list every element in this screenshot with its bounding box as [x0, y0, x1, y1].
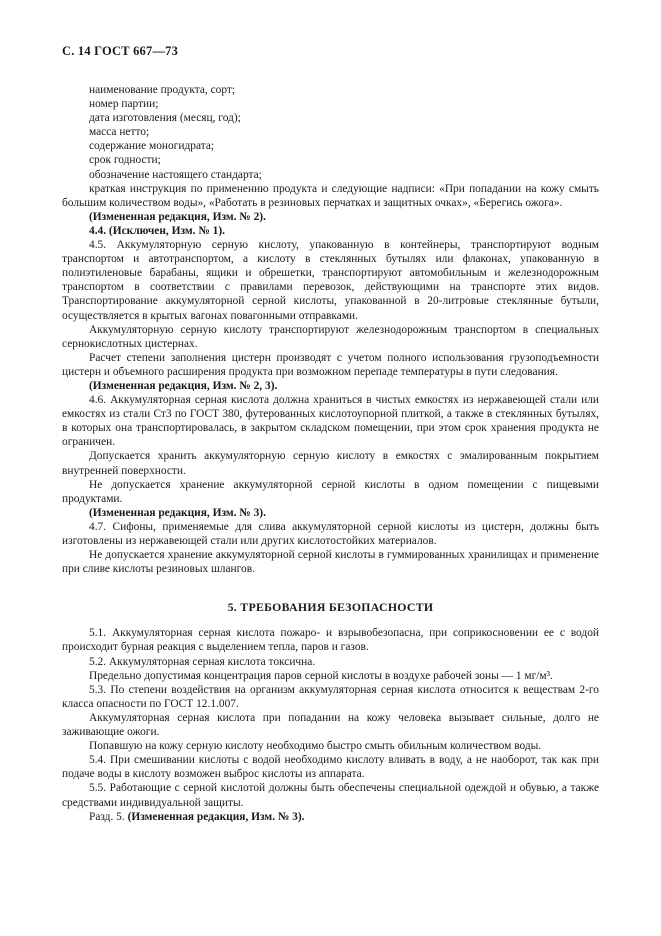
clause-4-7: 4.7. Сифоны, применяемые для слива аккумуляторной серной кислоты из цистерн, должны быть изготовлены из нержавеющей стали или других кислотостойких материалов. [62, 520, 599, 547]
paragraph: Попавшую на кожу серную кислоту необходимо быстро смыть обильным количеством воды. [89, 740, 542, 753]
paragraph: Аккумуляторная серная кислота при попадании на кожу человека вызывает сильные, долго не заживающие ожоги. [62, 711, 599, 739]
clause-4-4: 4.4. (Исключен, Изм. № 1). [89, 224, 225, 237]
edition-note: (Измененная редакция, Изм. № 3). [127, 810, 305, 823]
list-item: дата изготовления (месяц, год); [89, 112, 241, 125]
document-body [62, 83, 599, 824]
clause-5-2: 5.2. Аккумуляторная серная кислота токсична. [89, 655, 316, 668]
list-item: содержание моногидрата; [89, 140, 215, 153]
list-item: номер партии; [89, 98, 159, 111]
clause-5-4: 5.4. При смешивании кислоты с водой необходимо кислоту вливать в воду, а не наоборот, так как при подаче воды в кислоту возможен выброс кислоты из аппарата. [62, 754, 599, 781]
edition-note: (Измененная редакция, Изм. № 3). [89, 506, 266, 519]
section-edition-note [62, 810, 599, 824]
paragraph: Предельно допустимая концентрация паров серной кислоты в воздухе рабочей зоны — 1 мг/м³. [89, 669, 553, 682]
clause-5-3: 5.3. По степени воздействия на организм аккумуляторная серная кислота относится к веществам 2-го класса опасности по ГОСТ 12.1.007. [62, 683, 599, 710]
list-item: краткая инструкция по применению продукта и следующие надписи: «При попадании на кожу смыть большим количеством воды», «Работать в резиновых перчатках и защитных очках», «Берегись ожога». [62, 182, 599, 209]
clause-5-5: 5.5. Работающие с серной кислотой должны быть обеспечены специальной одеждой и обувью, а также средствами индивидуальной защиты. [62, 782, 599, 809]
clause-5-1: 5.1. Аккумуляторная серная кислота пожаро- и взрывобезопасна, при соприкосновении ее с водой происходит бурная реакция с выделением тепла, паров и газов. [62, 627, 599, 654]
paragraph: Расчет степени заполнения цистерн производят с учетом полного использования грузоподъемности цистерн и объемного расширения продукта при возможном перепаде температуры в пути следования. [62, 351, 599, 378]
paragraph: Не допускается хранение аккумуляторной серной кислоты в одном помещении с пищевыми продуктами. [62, 478, 599, 505]
clause-4-5: 4.5. Аккумуляторную серную кислоту, упакованную в контейнеры, транспортируют водным транспортом и автотранспортом, а кислоту в стеклянных бутылях или флаконах, упакованную в полиэтиленовые барабаны, ящики и обрешетки, транспортируют автомобильным и железнодорожным транспортом в соответствии с правилами перевозок, действующими на транспорте этих видов. Транспортирование аккумуляторной серной кислоты, упакованной в 20-литровые стеклянные бутыли, осуществляется в крытых вагонах повагонными отправками. [62, 239, 599, 322]
page-header: С. 14 ГОСТ 667—73 [62, 44, 179, 58]
list-item: масса нетто; [89, 126, 150, 139]
paragraph: Аккумуляторную серную кислоту транспортируют железнодорожным транспортом в специальных сернокислотных цистернах. [62, 323, 599, 350]
edition-note: (Измененная редакция, Изм. № 2, 3). [89, 379, 278, 392]
section-ref: Разд. 5. [89, 810, 125, 823]
paragraph: Не допускается хранение аккумуляторной серной кислоты в гуммированных хранилищах и применение при сливе кислоты резиновых шлангов. [62, 549, 599, 576]
list-item: обозначение настоящего стандарта; [89, 168, 262, 181]
edition-note: (Измененная редакция, Изм. № 2). [89, 210, 266, 223]
section-title: 5. ТРЕБОВАНИЯ БЕЗОПАСНОСТИ [227, 600, 434, 615]
list-item: наименование продукта, сорт; [89, 84, 236, 96]
list-item: срок годности; [89, 154, 161, 167]
clause-4-6: 4.6. Аккумуляторная серная кислота должна храниться в чистых емкостях из нержавеющей стали или емкостях из стали Ст3 по ГОСТ 380, футерованных кислотоупорной плиткой, а также в стеклянных бутылях, в которых она транспортировалась, в закрытом складском помещении, при этом срок хранения продукта не ограничен. [62, 394, 599, 449]
paragraph: Допускается хранить аккумуляторную серную кислоту в емкостях с эмалированным покрытием внутренней поверхности. [62, 450, 599, 477]
